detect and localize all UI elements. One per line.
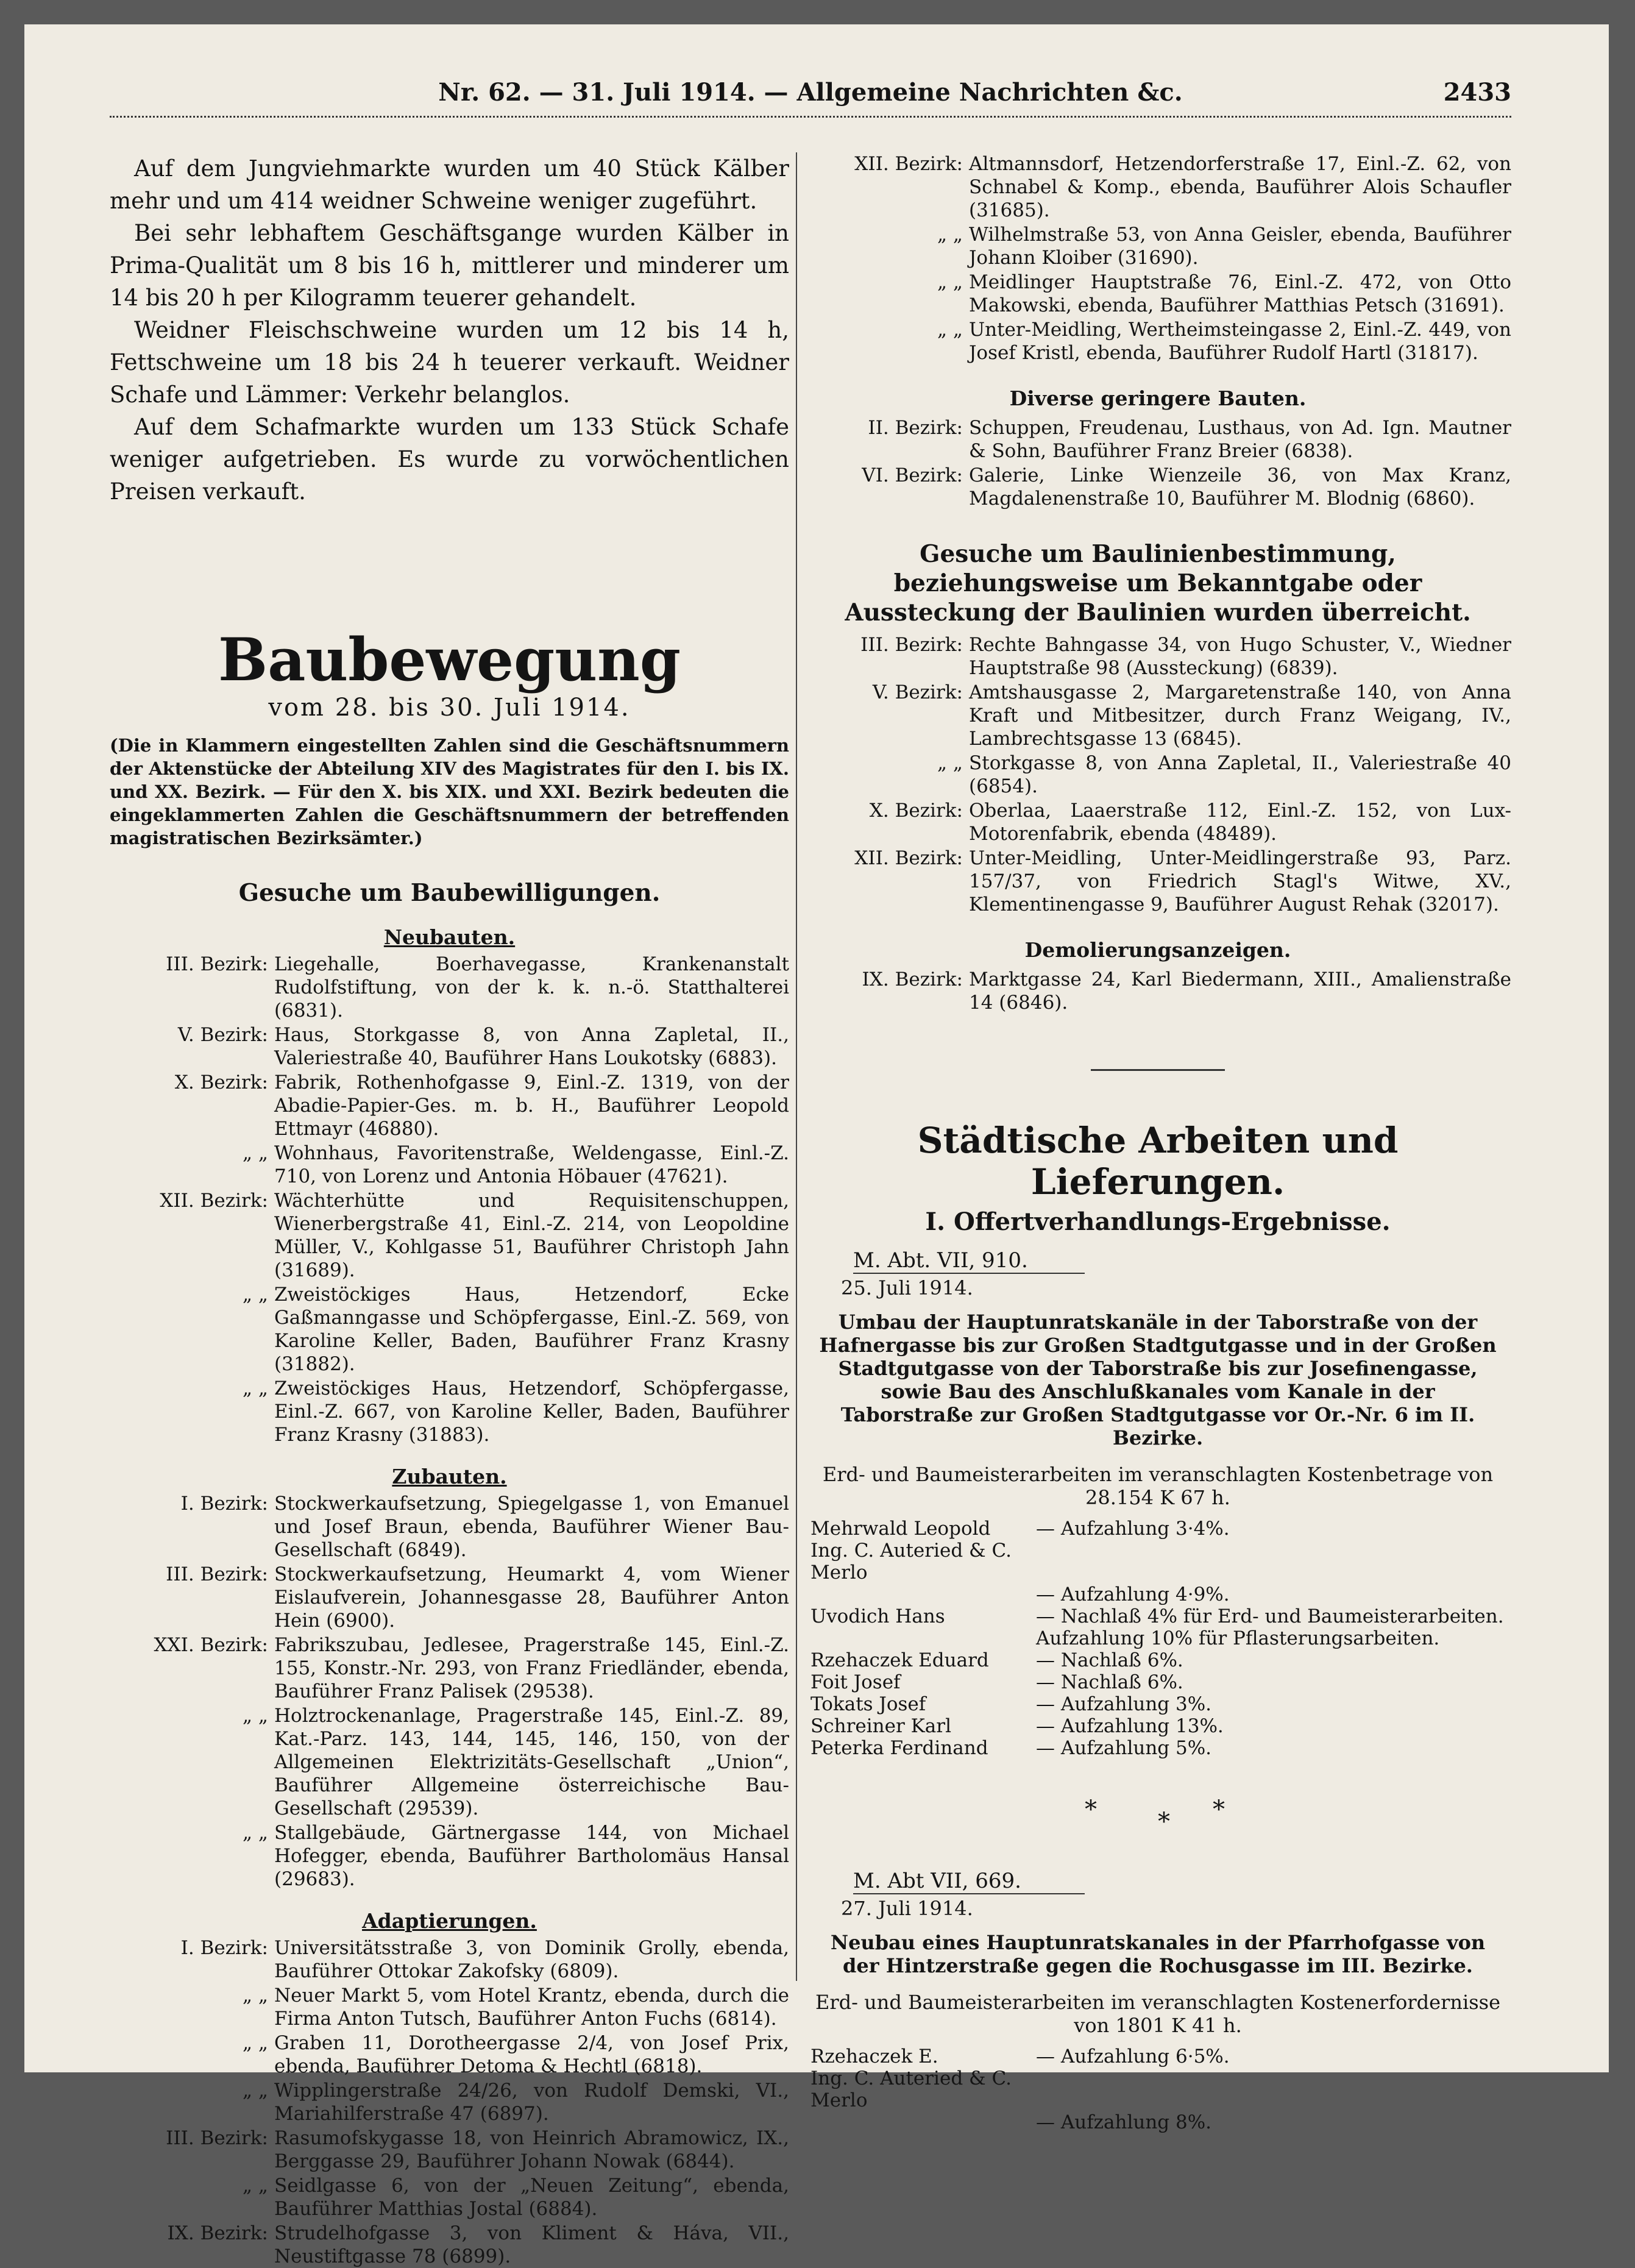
- district-label: XXI. Bezirk:: [154, 1634, 268, 1656]
- district-label: II. Bezirk:: [868, 417, 963, 439]
- header-title: Nr. 62. — 31. Juli 1914. — Allgemeine Nachrichten &c.: [438, 78, 1183, 107]
- entry-text: Marktgasse 24, Karl Biedermann, XIII., Amalienstraße 14 (6846).: [969, 969, 1511, 1014]
- list-entry: [110, 953, 789, 1022]
- heading-adaptierungen: Adaptierungen.: [362, 1909, 537, 1933]
- reference-rule: [853, 1893, 1085, 1894]
- entry-text: Universitätsstraße 3, von Dominik Grolly, ebenda, Bauführer Ottokar Zakofsky (6809).: [274, 1937, 789, 1982]
- bid-row: [804, 2111, 1511, 2133]
- list-entry: [804, 968, 1511, 1014]
- bid-row: [804, 1540, 1511, 1584]
- list-entry: [804, 633, 1511, 680]
- bid-row: [804, 1715, 1511, 1737]
- list-baulinien: [804, 633, 1511, 916]
- entry-text: Wächterhütte und Requisitenschuppen, Wienerbergstraße 41, Einl.-Z. 214, von Leopoldine Müller, V., Kohlgasse 51, Bauführer Christoph Jahn (31689).: [274, 1190, 789, 1281]
- bid-value: — Aufzahlung 4·9%.: [1036, 1584, 1230, 1605]
- bid-value: — Aufzahlung 3·4%.: [1036, 1518, 1230, 1540]
- entry-text: Holztrockenanlage, Pragerstraße 145, Einl.-Z. 89, Kat.-Parz. 143, 144, 145, 146, 150, von der Allgemeinen Elektrizitäts-Gesellschaft „Union“, Bauführer Allgemeine österreichische Bau-Gesellschaft (29539).: [274, 1705, 789, 1819]
- heading-baulinien: Gesuche um Baulinienbestimmung, beziehungsweise um Bekanntgabe oder Aussteckung der Baulinien wurden überreicht.: [845, 540, 1471, 627]
- list-entry: [110, 1189, 789, 1282]
- district-label: „ „: [937, 271, 963, 293]
- bid-value: — Nachlaß 4% für Erd- und Baumeisterarbeiten.: [1036, 1605, 1504, 1627]
- entry-text: Zweistöckiges Haus, Hetzendorf, Schöpfergasse, Einl.-Z. 667, von Karoline Keller, Baden, Bauführer Franz Krasny (31883).: [274, 1378, 789, 1446]
- bidder-name: Foit Josef: [810, 1671, 901, 1693]
- district-label: XII. Bezirk:: [854, 847, 963, 869]
- district-label: „ „: [243, 2032, 268, 2054]
- heading-gesuche: Gesuche um Baubewilligungen.: [238, 879, 661, 907]
- list-entry: [110, 1563, 789, 1632]
- column-divider: [796, 152, 797, 1981]
- bid-row: [804, 2067, 1511, 2111]
- entry-text: Haus, Storkgasse 8, von Anna Zapletal, II., Valeriestraße 40, Bauführer Hans Loukotsky (6883).: [274, 1024, 789, 1069]
- bid-value: — Aufzahlung 6·5%.: [1036, 2046, 1230, 2067]
- entry-text: Wipplingerstraße 24/26, von Rudolf Demski, VI., Mariahilferstraße 47 (6897).: [274, 2080, 789, 2125]
- district-label: „ „: [937, 752, 963, 774]
- bid-value: — Aufzahlung 3%.: [1036, 1693, 1212, 1715]
- block1-bids: [804, 1518, 1511, 1759]
- list-entry: [110, 1936, 789, 1983]
- list-entry: [110, 1984, 789, 2030]
- bid-value: — Aufzahlung 8%.: [1036, 2111, 1212, 2133]
- district-label: „ „: [243, 1705, 268, 1727]
- block2-reference: M. Abt VII, 669.: [853, 1869, 1021, 1893]
- list-entry: [110, 1704, 789, 1820]
- list-entry: [110, 2127, 789, 2173]
- block1-date: 25. Juli 1914.: [841, 1276, 973, 1299]
- district-label: I. Bezirk:: [180, 1493, 268, 1515]
- star-divider: [804, 1796, 1511, 1836]
- bid-row: [804, 1693, 1511, 1715]
- star: *: [1085, 1796, 1097, 1824]
- market-paragraph: Bei sehr lebhaftem Geschäftsgange wurden Kälber in Prima-Qualität um 8 bis 16 h, mittlerer und minderer um 14 bis 20 h per Kilogramm teuerer gehandelt.: [110, 220, 789, 311]
- district-label: X. Bezirk:: [869, 800, 963, 822]
- list-entry: [110, 1071, 789, 1140]
- star: *: [1213, 1796, 1225, 1824]
- list-zubauten: [110, 1492, 789, 1891]
- entry-text: Rechte Bahngasse 34, von Hugo Schuster, V., Wiedner Hauptstraße 98 (Aussteckung) (6839).: [969, 634, 1511, 679]
- page-number: 2433: [1443, 78, 1511, 107]
- list-entry: [804, 223, 1511, 269]
- district-label: III. Bezirk:: [166, 953, 268, 975]
- heading-neubauten: Neubauten.: [383, 925, 516, 949]
- district-label: „ „: [243, 2175, 268, 2197]
- block2-work: Erd- und Baumeisterarbeiten im veranschlagten Kostenerfordernisse von 1801 K 41 h.: [815, 1991, 1501, 2037]
- list-adaptierungen: [110, 1936, 789, 2268]
- bidder-name: [804, 2111, 1036, 2133]
- right-column: [804, 152, 1511, 2133]
- entry-text: Fabrikszubau, Jedlesee, Pragerstraße 145, Einl.-Z. 155, Konstr.-Nr. 293, von Franz Friedländer, ebenda, Bauführer Franz Palisek (29538).: [274, 1634, 789, 1702]
- list-entry: [804, 799, 1511, 845]
- entry-text: Stockwerkaufsetzung, Spiegelgasse 1, von Emanuel und Josef Braun, ebenda, Bauführer Wiener Bau-Gesellschaft (6849).: [274, 1493, 789, 1561]
- district-label: V. Bezirk:: [177, 1024, 268, 1046]
- bid-value: — Nachlaß 6%.: [1036, 1671, 1183, 1693]
- list-entry: [110, 1142, 789, 1188]
- entry-text: Wohnhaus, Favoritenstraße, Weldengasse, Einl.-Z. 710, von Lorenz und Antonia Höbauer (47621).: [274, 1142, 789, 1187]
- block2-bids: [804, 2046, 1511, 2133]
- section-title-staedtische: Städtische Arbeiten und Lieferungen.: [917, 1120, 1399, 1203]
- district-label: „ „: [937, 224, 963, 246]
- entry-text: Graben 11, Dorotheergasse 2/4, von Josef Prix, ebenda, Bauführer Detoma & Hechtl (6818).: [274, 2032, 789, 2077]
- bid-value: — Aufzahlung 13%.: [1036, 1715, 1224, 1737]
- bid-row: [804, 1671, 1511, 1693]
- bidder-name: Rzehaczek Eduard: [810, 1649, 989, 1671]
- district-label: III. Bezirk:: [166, 1563, 268, 1585]
- list-entry: [110, 2032, 789, 2078]
- bid-value: Aufzahlung 10% für Pflasterungsarbeiten.: [1036, 1627, 1440, 1649]
- bidder-name: Ing. C. Auteried & C. Merlo: [810, 1540, 1012, 1584]
- bid-value: [1036, 1540, 1511, 1584]
- block1-work: Erd- und Baumeisterarbeiten im veranschlagten Kostenbetrage von 28.154 K 67 h.: [822, 1463, 1494, 1509]
- list-entry: [110, 1377, 789, 1446]
- entry-text: Wilhelmstraße 53, von Anna Geisler, ebenda, Bauführer Johann Kloiber (31690).: [969, 224, 1511, 269]
- list-diverse: [804, 416, 1511, 510]
- section-note: (Die in Klammern eingestellten Zahlen sind die Geschäftsnummern der Aktenstücke der Abteilung XIV des Magistrates für den I. bis IX. und XX. Bezirk. — Für den X. bis XIX. und XXI. Bezirk bedeuten die eingeklammerten Zahlen die Geschäftsnummern der betreffenden magistratischen Bezirksämter.): [110, 735, 789, 848]
- list-entry: [110, 2174, 789, 2220]
- bid-value: — Aufzahlung 5%.: [1036, 1737, 1212, 1759]
- entry-text: Rasumofskygasse 18, von Heinrich Abramowicz, IX., Berggasse 29, Bauführer Johann Nowak (6844).: [274, 2127, 789, 2172]
- bid-row: [804, 1605, 1511, 1627]
- list-entry: [804, 318, 1511, 364]
- bidder-name: Rzehaczek E.: [810, 2046, 938, 2067]
- star: *: [1158, 1808, 1170, 1836]
- entry-text: Liegehalle, Boerhavegasse, Krankenanstalt Rudolfstiftung, von der k. k. n.-ö. Statthalterei (6831).: [274, 953, 789, 1022]
- section-separator: [1091, 1069, 1225, 1071]
- entry-text: Stockwerkaufsetzung, Heumarkt 4, vom Wiener Eislaufverein, Johannesgasse 28, Bauführer Anton Hein (6900).: [274, 1563, 789, 1632]
- entry-text: Seidlgasse 6, von der „Neuen Zeitung“, ebenda, Bauführer Matthias Jostal (6884).: [274, 2175, 789, 2220]
- entry-text: Unter-Meidling, Wertheimsteingasse 2, Einl.-Z. 449, von Josef Kristl, ebenda, Bauführer Rudolf Hartl (31817).: [969, 319, 1511, 364]
- block2-project: Neubau eines Hauptunratskanales in der Pfarrhofgasse von der Hintzerstraße gegen die Rochusgasse im III. Bezirke.: [830, 1931, 1486, 1977]
- left-column: [110, 152, 789, 2267]
- list-entry: [804, 416, 1511, 463]
- entry-text: Schuppen, Freudenau, Lusthaus, von Ad. Ign. Mautner & Sohn, Bauführer Franz Breier (6838).: [969, 417, 1511, 462]
- heading-offert: I. Offertverhandlungs-Ergebnisse.: [925, 1207, 1391, 1236]
- bidder-name: [804, 1627, 1036, 1649]
- bidder-name: Ing. C. Auteried & C. Merlo: [810, 2067, 1012, 2111]
- bidder-name: Uvodich Hans: [810, 1605, 945, 1627]
- list-neubauten: [110, 953, 789, 1446]
- heading-diverse: Diverse geringere Bauten.: [1009, 386, 1307, 410]
- entry-text: Stallgebäude, Gärtnergasse 144, von Michael Hofegger, ebenda, Bauführer Bartholomäus Hansal (29683).: [274, 1822, 789, 1890]
- bid-value: — Nachlaß 6%.: [1036, 1649, 1183, 1671]
- block2-date: 27. Juli 1914.: [841, 1897, 973, 1920]
- list-demolierung: [804, 968, 1511, 1014]
- entry-text: Oberlaa, Laaerstraße 112, Einl.-Z. 152, von Lux-Motorenfabrik, ebenda (48489).: [969, 800, 1511, 845]
- district-label: „ „: [243, 2080, 268, 2102]
- entry-text: Altmannsdorf, Hetzendorferstraße 17, Einl.-Z. 62, von Schnabel & Komp., ebenda, Bauführer Alois Schaufler (31685).: [969, 153, 1511, 221]
- entry-text: Neuer Markt 5, vom Hotel Krantz, ebenda, durch die Firma Anton Tutsch, Bauführer Anton Fuchs (6814).: [274, 1985, 789, 2030]
- list-entry: [804, 752, 1511, 798]
- market-paragraph: Weidner Fleischschweine wurden um 12 bis 14 h, Fettschweine um 18 bis 24 h teuerer verkauft. Weidner Schafe und Lämmer: Verkehr belanglos.: [110, 317, 789, 408]
- district-label: „ „: [937, 319, 963, 341]
- list-entry: [804, 464, 1511, 510]
- entry-text: Storkgasse 8, von Anna Zapletal, II., Valeriestraße 40 (6854).: [969, 752, 1511, 797]
- list-entry: [804, 681, 1511, 750]
- bid-row: [804, 1649, 1511, 1671]
- district-label: V. Bezirk:: [872, 681, 963, 703]
- list-entry: [110, 2079, 789, 2125]
- market-paragraph: Auf dem Jungviehmarkte wurden um 40 Stück Kälber mehr und um 414 weidner Schweine weniger zugeführt.: [110, 155, 789, 214]
- district-label: XII. Bezirk:: [854, 153, 963, 175]
- entry-text: Zweistöckiges Haus, Hetzendorf, Ecke Gaßmanngasse und Schöpfergasse, Einl.-Z. 569, von Karoline Keller, Baden, Bauführer Franz Krasny (31882).: [274, 1284, 789, 1375]
- bidder-name: Tokats Josef: [810, 1693, 926, 1715]
- list-entry: [804, 271, 1511, 317]
- district-label: „ „: [243, 1822, 268, 1844]
- entry-text: Fabrik, Rothenhofgasse 9, Einl.-Z. 1319, von der Abadie-Papier-Ges. m. b. H., Bauführer Leopold Ettmayr (46880).: [274, 1072, 789, 1140]
- bidder-name: [804, 1584, 1036, 1605]
- block1-project: Umbau der Hauptunratskanäle in der Taborstraße von der Hafnergasse bis zur Großen Stadtgutgasse und in der Großen Stadtgutgasse von der Taborstraße bis zur Josefinengasse, sowie Bau des Anschlußkanales vom Kanale in der Taborstraße zur Großen Stadtgutgasse vor Or.-Nr. 6 im II. Bezirke.: [819, 1310, 1497, 1449]
- bidder-name: Peterka Ferdinand: [810, 1737, 988, 1759]
- district-label: XII. Bezirk:: [160, 1190, 268, 1212]
- district-label: VI. Bezirk:: [862, 464, 963, 486]
- list-entry: [110, 1283, 789, 1376]
- district-label: IX. Bezirk:: [167, 2222, 268, 2244]
- list-entry: [804, 847, 1511, 916]
- entry-text: Amtshausgasse 2, Margaretenstraße 140, von Anna Kraft und Mitbesitzer, durch Franz Weigang, IV., Lambrechtsgasse 13 (6845).: [969, 681, 1511, 750]
- market-paragraph: Auf dem Schafmarkte wurden um 133 Stück Schafe weniger aufgetrieben. Es wurde zu vorwöchentlichen Preisen verkauft.: [110, 414, 789, 505]
- bid-value: [1036, 2067, 1511, 2111]
- entry-text: Strudelhofgasse 3, von Kliment & Háva, VII., Neustiftgasse 78 (6899).: [274, 2222, 789, 2267]
- reference-rule: [853, 1273, 1085, 1274]
- block1-reference: M. Abt. VII, 910.: [853, 1248, 1028, 1273]
- page-header: [110, 78, 1511, 121]
- bid-row: [804, 1518, 1511, 1540]
- list-entry: [804, 152, 1511, 222]
- district-label: IX. Bezirk:: [862, 969, 963, 990]
- section-subtitle: vom 28. bis 30. Juli 1914.: [268, 694, 631, 722]
- bid-row: [804, 1584, 1511, 1605]
- entry-text: Meidlinger Hauptstraße 76, Einl.-Z. 472, von Otto Makowski, ebenda, Bauführer Matthias Petsch (31691).: [969, 271, 1511, 316]
- list-entry: [110, 1633, 789, 1703]
- list-entry: [110, 1492, 789, 1562]
- district-label: „ „: [243, 1142, 268, 1164]
- heading-zubauten: Zubauten.: [392, 1465, 507, 1488]
- bidder-name: Mehrwald Leopold: [810, 1518, 991, 1540]
- bidder-name: Schreiner Karl: [810, 1715, 952, 1737]
- district-label: „ „: [243, 1378, 268, 1399]
- district-label: III. Bezirk:: [166, 2127, 268, 2149]
- list-entry: [110, 1023, 789, 1070]
- entry-text: Galerie, Linke Wienzeile 36, von Max Kranz, Magdalenenstraße 10, Bauführer M. Blodnig (6860).: [969, 464, 1511, 510]
- district-label: III. Bezirk:: [860, 634, 963, 656]
- list-entry: [110, 2222, 789, 2268]
- bid-row: [804, 1737, 1511, 1759]
- list-entry: [110, 1821, 789, 1891]
- district-label: „ „: [243, 1985, 268, 2007]
- district-label: „ „: [243, 1284, 268, 1306]
- section-title-baubewegung: Baubewegung: [218, 625, 681, 694]
- bid-row: [804, 2046, 1511, 2067]
- header-rule: [110, 116, 1511, 118]
- district-label: X. Bezirk:: [174, 1072, 268, 1093]
- bid-row: [804, 1627, 1511, 1649]
- entry-text: Unter-Meidling, Unter-Meidlingerstraße 93, Parz. 157/37, von Friedrich Stagl's Witwe, XV., Klementinengasse 9, Bauführer August Rehak (32017).: [969, 847, 1511, 915]
- district-label: I. Bezirk:: [180, 1937, 268, 1959]
- heading-demolierung: Demolierungsanzeigen.: [1024, 938, 1291, 962]
- list-continued: [804, 152, 1511, 364]
